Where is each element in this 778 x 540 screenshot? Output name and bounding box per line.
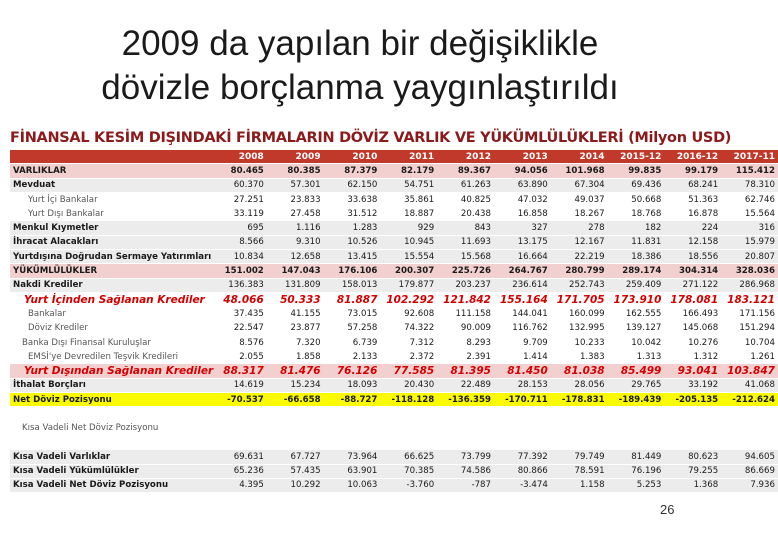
- table-cell: [551, 407, 608, 421]
- table-row: [10, 264, 778, 278]
- table-cell: 171.705: [551, 292, 608, 306]
- table-cell: [437, 407, 494, 421]
- table-cell: 22.489: [437, 378, 494, 392]
- table-cell: -787: [437, 478, 494, 492]
- table-cell: 41.155: [267, 307, 324, 321]
- table-row: [10, 207, 778, 221]
- table-cell: -88.727: [324, 393, 381, 407]
- table-cell: 54.751: [380, 178, 437, 192]
- table-cell: [608, 407, 665, 421]
- table-body: [10, 164, 778, 493]
- table-cell: [267, 435, 324, 449]
- row-label: Kısa Vadeli Net Döviz Pozisyonu: [10, 421, 210, 435]
- table-cell: 10.233: [551, 335, 608, 349]
- table-cell: [494, 435, 551, 449]
- table-cell: 81.395: [437, 364, 494, 378]
- slide-title: [0, 22, 720, 110]
- row-label: Kısa Vadeli Varlıklar: [10, 450, 210, 464]
- table-cell: -70.537: [210, 393, 267, 407]
- table-row: [10, 278, 778, 292]
- table-cell: 81.476: [267, 364, 324, 378]
- table-cell: 316: [721, 221, 778, 235]
- table-cell: 2.391: [437, 350, 494, 364]
- table-row: [10, 393, 778, 407]
- table-cell: 18.887: [380, 207, 437, 221]
- table-cell: 131.809: [267, 278, 324, 292]
- table-cell: 89.367: [437, 164, 494, 178]
- table-cell: 78.310: [721, 178, 778, 192]
- table-cell: 15.234: [267, 378, 324, 392]
- table-cell: 50.333: [267, 292, 324, 306]
- table-cell: 176.106: [324, 264, 381, 278]
- table-cell: 80.866: [494, 464, 551, 478]
- table-cell: 18.768: [608, 207, 665, 221]
- table-cell: [324, 407, 381, 421]
- table-cell: 73.964: [324, 450, 381, 464]
- table-cell: -170.711: [494, 393, 551, 407]
- table-cell: 40.825: [437, 192, 494, 206]
- table-cell: 1.858: [267, 350, 324, 364]
- table-cell: 8.576: [210, 335, 267, 349]
- table-cell: 1.312: [664, 350, 721, 364]
- table-row: [10, 478, 778, 492]
- table-cell: 48.066: [210, 292, 267, 306]
- table-cell: 10.834: [210, 250, 267, 264]
- table-cell: 151.294: [721, 321, 778, 335]
- table-cell: 80.623: [664, 450, 721, 464]
- table-row: [10, 350, 778, 364]
- row-label: Net Döviz Pozisyonu: [10, 393, 210, 407]
- table-cell: 41.068: [721, 378, 778, 392]
- table-cell: 173.910: [608, 292, 665, 306]
- table-cell: 57.301: [267, 178, 324, 192]
- table-cell: 11.831: [608, 235, 665, 249]
- row-label: Döviz Krediler: [10, 321, 210, 335]
- table-cell: 12.158: [664, 235, 721, 249]
- table-cell: 10.276: [664, 335, 721, 349]
- table-cell: 73.015: [324, 307, 381, 321]
- table-cell: 33.192: [664, 378, 721, 392]
- table-cell: 81.887: [324, 292, 381, 306]
- table-cell: 23.877: [267, 321, 324, 335]
- table-cell: -118.128: [380, 393, 437, 407]
- table-cell: 10.042: [608, 335, 665, 349]
- row-label: Mevduat: [10, 178, 210, 192]
- table-cell: 80.385: [267, 164, 324, 178]
- table-cell: 51.363: [664, 192, 721, 206]
- table-cell: 151.002: [210, 264, 267, 278]
- table-row: [10, 435, 778, 449]
- table-cell: 1.283: [324, 221, 381, 235]
- table-row: [10, 292, 778, 306]
- table-cell: 9.310: [267, 235, 324, 249]
- table-cell: [437, 435, 494, 449]
- table-cell: 13.175: [494, 235, 551, 249]
- table-cell: 99.835: [608, 164, 665, 178]
- row-label: Yurt İçi Bankalar: [10, 192, 210, 206]
- table-cell: 171.156: [721, 307, 778, 321]
- row-label: Bankalar: [10, 307, 210, 321]
- table-cell: 158.013: [324, 278, 381, 292]
- table-cell: 35.861: [380, 192, 437, 206]
- table-cell: 1.414: [494, 350, 551, 364]
- table-cell: 278: [551, 221, 608, 235]
- table-cell: [210, 407, 267, 421]
- table-cell: 183.121: [721, 292, 778, 306]
- table-row: [10, 221, 778, 235]
- table-cell: 15.554: [380, 250, 437, 264]
- table-cell: 10.704: [721, 335, 778, 349]
- table-cell: 121.842: [437, 292, 494, 306]
- table-cell: 160.099: [551, 307, 608, 321]
- table-header-row: [10, 150, 778, 164]
- table-cell: 78.591: [551, 464, 608, 478]
- column-header: 2013: [494, 150, 551, 164]
- table-cell: 6.739: [324, 335, 381, 349]
- table-cell: 22.547: [210, 321, 267, 335]
- table-cell: 33.119: [210, 207, 267, 221]
- table-cell: 16.878: [664, 207, 721, 221]
- table-cell: 2.133: [324, 350, 381, 364]
- table-cell: [210, 435, 267, 449]
- table-cell: 63.901: [324, 464, 381, 478]
- table-cell: 179.877: [380, 278, 437, 292]
- table-cell: 280.799: [551, 264, 608, 278]
- table-cell: 49.037: [551, 192, 608, 206]
- row-label: Kısa Vadeli Net Döviz Pozisyonu: [10, 478, 210, 492]
- table-cell: 76.196: [608, 464, 665, 478]
- table-row: [10, 335, 778, 349]
- table-cell: 10.292: [267, 478, 324, 492]
- column-header: 2010: [324, 150, 381, 164]
- row-label: YÜKÜMLÜLÜKLER: [10, 264, 210, 278]
- row-label: [10, 435, 210, 449]
- column-header: 2012: [437, 150, 494, 164]
- table-cell: 7.936: [721, 478, 778, 492]
- table-row: [10, 164, 778, 178]
- table-cell: 20.807: [721, 250, 778, 264]
- table-cell: -3.474: [494, 478, 551, 492]
- table-cell: 162.555: [608, 307, 665, 321]
- table-cell: 9.709: [494, 335, 551, 349]
- table-cell: 4.395: [210, 478, 267, 492]
- table-cell: 8.293: [437, 335, 494, 349]
- table-cell: 1.158: [551, 478, 608, 492]
- table-row: [10, 321, 778, 335]
- table-cell: 33.638: [324, 192, 381, 206]
- table-cell: [551, 421, 608, 435]
- table-cell: 61.263: [437, 178, 494, 192]
- table-cell: 57.258: [324, 321, 381, 335]
- table-row: [10, 464, 778, 478]
- table-cell: 87.379: [324, 164, 381, 178]
- table-cell: 57.435: [267, 464, 324, 478]
- table-cell: [324, 435, 381, 449]
- table-cell: 50.668: [608, 192, 665, 206]
- table-cell: 82.179: [380, 164, 437, 178]
- fx-table-image: [10, 126, 775, 494]
- slide-title-line-2: dövizle borçlanma yaygınlaştırıldı: [101, 68, 619, 107]
- table-cell: 1.313: [608, 350, 665, 364]
- table-cell: 28.056: [551, 378, 608, 392]
- row-label: [10, 407, 210, 421]
- table-cell: 103.847: [721, 364, 778, 378]
- table-cell: 27.458: [267, 207, 324, 221]
- column-header: 2008: [210, 150, 267, 164]
- table-cell: 929: [380, 221, 437, 235]
- table-cell: 94.605: [721, 450, 778, 464]
- table-cell: 66.625: [380, 450, 437, 464]
- table-row: [10, 407, 778, 421]
- table-cell: 843: [437, 221, 494, 235]
- row-label: Yurtdışına Doğrudan Sermaye Yatırımları: [10, 250, 210, 264]
- table-cell: 31.512: [324, 207, 381, 221]
- table-cell: 1.116: [267, 221, 324, 235]
- table-cell: [608, 435, 665, 449]
- table-cell: 2.372: [380, 350, 437, 364]
- row-label: İthalat Borçları: [10, 378, 210, 392]
- table-cell: 18.093: [324, 378, 381, 392]
- table-cell: 93.041: [664, 364, 721, 378]
- table-cell: 145.068: [664, 321, 721, 335]
- table-cell: -205.135: [664, 393, 721, 407]
- table-cell: -136.359: [437, 393, 494, 407]
- table-cell: 203.237: [437, 278, 494, 292]
- table-cell: 101.968: [551, 164, 608, 178]
- row-label: Yurt Dışı Bankalar: [10, 207, 210, 221]
- table-cell: 116.762: [494, 321, 551, 335]
- header-label-cell: [10, 150, 210, 164]
- table-cell: 182: [608, 221, 665, 235]
- row-label: İhracat Alacakları: [10, 235, 210, 249]
- table-cell: -189.439: [608, 393, 665, 407]
- row-label: VARLIKLAR: [10, 164, 210, 178]
- table-cell: -212.624: [721, 393, 778, 407]
- table-cell: 77.392: [494, 450, 551, 464]
- row-label: Menkul Kıymetler: [10, 221, 210, 235]
- table-cell: [721, 435, 778, 449]
- table-cell: [324, 421, 381, 435]
- table-cell: 102.292: [380, 292, 437, 306]
- table-row: [10, 250, 778, 264]
- table-cell: 15.979: [721, 235, 778, 249]
- table-cell: 70.385: [380, 464, 437, 478]
- table-cell: 178.081: [664, 292, 721, 306]
- table-cell: [664, 407, 721, 421]
- table-cell: 695: [210, 221, 267, 235]
- table-row: [10, 450, 778, 464]
- slide-title-line-1: 2009 da yapılan bir değişiklikle: [121, 24, 599, 63]
- table-cell: 144.041: [494, 307, 551, 321]
- table-cell: 252.743: [551, 278, 608, 292]
- table-cell: [380, 435, 437, 449]
- column-header: 2011: [380, 150, 437, 164]
- table-cell: 115.412: [721, 164, 778, 178]
- table-cell: 155.164: [494, 292, 551, 306]
- row-label: Nakdi Krediler: [10, 278, 210, 292]
- table-cell: [267, 421, 324, 435]
- table-cell: 37.435: [210, 307, 267, 321]
- table-cell: 23.833: [267, 192, 324, 206]
- row-label: EMSİ'ye Devredilen Teşvik Kredileri: [10, 350, 210, 364]
- column-header: 2015-12: [608, 150, 665, 164]
- table-cell: 81.038: [551, 364, 608, 378]
- table-cell: 76.126: [324, 364, 381, 378]
- column-header: 2017-11: [721, 150, 778, 164]
- table-cell: [380, 407, 437, 421]
- table-cell: 20.438: [437, 207, 494, 221]
- table-row: [10, 307, 778, 321]
- table-cell: 7.312: [380, 335, 437, 349]
- table-cell: 86.669: [721, 464, 778, 478]
- table-row: [10, 235, 778, 249]
- table-cell: 27.251: [210, 192, 267, 206]
- table-cell: 136.383: [210, 278, 267, 292]
- table-cell: 60.370: [210, 178, 267, 192]
- table-cell: [267, 407, 324, 421]
- table-cell: 80.465: [210, 164, 267, 178]
- table-cell: 200.307: [380, 264, 437, 278]
- row-label: Kısa Vadeli Yükümlülükler: [10, 464, 210, 478]
- table-cell: 10.526: [324, 235, 381, 249]
- table-cell: -3.760: [380, 478, 437, 492]
- row-label: Banka Dışı Finansal Kuruluşlar: [10, 335, 210, 349]
- table-cell: 77.585: [380, 364, 437, 378]
- table-cell: 224: [664, 221, 721, 235]
- table-cell: 327: [494, 221, 551, 235]
- fx-table: [10, 150, 778, 493]
- table-row: [10, 178, 778, 192]
- table-cell: [380, 421, 437, 435]
- table-cell: 88.317: [210, 364, 267, 378]
- table-cell: 7.320: [267, 335, 324, 349]
- table-cell: [494, 421, 551, 435]
- table-cell: 12.658: [267, 250, 324, 264]
- table-cell: [437, 421, 494, 435]
- table-cell: 62.150: [324, 178, 381, 192]
- table-cell: 47.032: [494, 192, 551, 206]
- table-heading: FİNANSAL KESİM DIŞINDAKİ FİRMALARIN DÖVİZ VARLIK VE YÜKÜMLÜLÜKLERİ (Milyon USD): [10, 130, 732, 146]
- table-cell: 15.568: [437, 250, 494, 264]
- table-row: [10, 378, 778, 392]
- table-cell: 81.450: [494, 364, 551, 378]
- table-cell: 10.063: [324, 478, 381, 492]
- table-cell: 67.727: [267, 450, 324, 464]
- table-cell: 111.158: [437, 307, 494, 321]
- table-cell: 62.746: [721, 192, 778, 206]
- row-label: Yurt Dışından Sağlanan Krediler: [10, 364, 210, 378]
- table-cell: 10.945: [380, 235, 437, 249]
- table-cell: 11.693: [437, 235, 494, 249]
- table-cell: 166.493: [664, 307, 721, 321]
- table-cell: [551, 435, 608, 449]
- table-row: [10, 192, 778, 206]
- table-cell: [664, 421, 721, 435]
- table-cell: 132.995: [551, 321, 608, 335]
- column-header: 2009: [267, 150, 324, 164]
- table-cell: 304.314: [664, 264, 721, 278]
- table-cell: 1.383: [551, 350, 608, 364]
- table-cell: 74.322: [380, 321, 437, 335]
- row-label: Yurt İçinden Sağlanan Krediler: [10, 292, 210, 306]
- table-cell: 18.267: [551, 207, 608, 221]
- column-header: 2016-12: [664, 150, 721, 164]
- table-cell: 271.122: [664, 278, 721, 292]
- table-cell: -178.831: [551, 393, 608, 407]
- table-cell: [721, 407, 778, 421]
- table-cell: 63.890: [494, 178, 551, 192]
- table-cell: 1.368: [664, 478, 721, 492]
- table-cell: 12.167: [551, 235, 608, 249]
- table-cell: 2.055: [210, 350, 267, 364]
- table-cell: 18.556: [664, 250, 721, 264]
- table-cell: 79.255: [664, 464, 721, 478]
- table-cell: 16.664: [494, 250, 551, 264]
- table-cell: 67.304: [551, 178, 608, 192]
- table-cell: 1.261: [721, 350, 778, 364]
- table-cell: 29.765: [608, 378, 665, 392]
- table-cell: [608, 421, 665, 435]
- table-cell: [664, 435, 721, 449]
- table-cell: [721, 421, 778, 435]
- table-cell: 90.009: [437, 321, 494, 335]
- table-cell: 225.726: [437, 264, 494, 278]
- page-number: 26: [660, 502, 675, 517]
- table-row: [10, 364, 778, 378]
- table-cell: 69.631: [210, 450, 267, 464]
- table-cell: 328.036: [721, 264, 778, 278]
- table-cell: 8.566: [210, 235, 267, 249]
- table-cell: 85.499: [608, 364, 665, 378]
- table-cell: 139.127: [608, 321, 665, 335]
- table-cell: 68.241: [664, 178, 721, 192]
- table-cell: 13.415: [324, 250, 381, 264]
- table-row: [10, 421, 778, 435]
- table-cell: 259.409: [608, 278, 665, 292]
- table-cell: 99.179: [664, 164, 721, 178]
- table-cell: 28.153: [494, 378, 551, 392]
- table-cell: 16.858: [494, 207, 551, 221]
- table-cell: [210, 421, 267, 435]
- table-cell: 81.449: [608, 450, 665, 464]
- table-cell: 5.253: [608, 478, 665, 492]
- table-cell: 286.968: [721, 278, 778, 292]
- table-cell: 289.174: [608, 264, 665, 278]
- table-cell: 74.586: [437, 464, 494, 478]
- table-cell: 92.608: [380, 307, 437, 321]
- table-cell: 65.236: [210, 464, 267, 478]
- table-cell: 15.564: [721, 207, 778, 221]
- table-cell: -66.658: [267, 393, 324, 407]
- table-cell: 69.436: [608, 178, 665, 192]
- table-cell: 18.386: [608, 250, 665, 264]
- table-cell: 236.614: [494, 278, 551, 292]
- column-header: 2014: [551, 150, 608, 164]
- table-cell: 73.799: [437, 450, 494, 464]
- table-cell: 94.056: [494, 164, 551, 178]
- table-cell: 14.619: [210, 378, 267, 392]
- table-cell: 264.767: [494, 264, 551, 278]
- table-cell: [494, 407, 551, 421]
- table-cell: 22.219: [551, 250, 608, 264]
- table-cell: 20.430: [380, 378, 437, 392]
- table-cell: 79.749: [551, 450, 608, 464]
- table-cell: 147.043: [267, 264, 324, 278]
